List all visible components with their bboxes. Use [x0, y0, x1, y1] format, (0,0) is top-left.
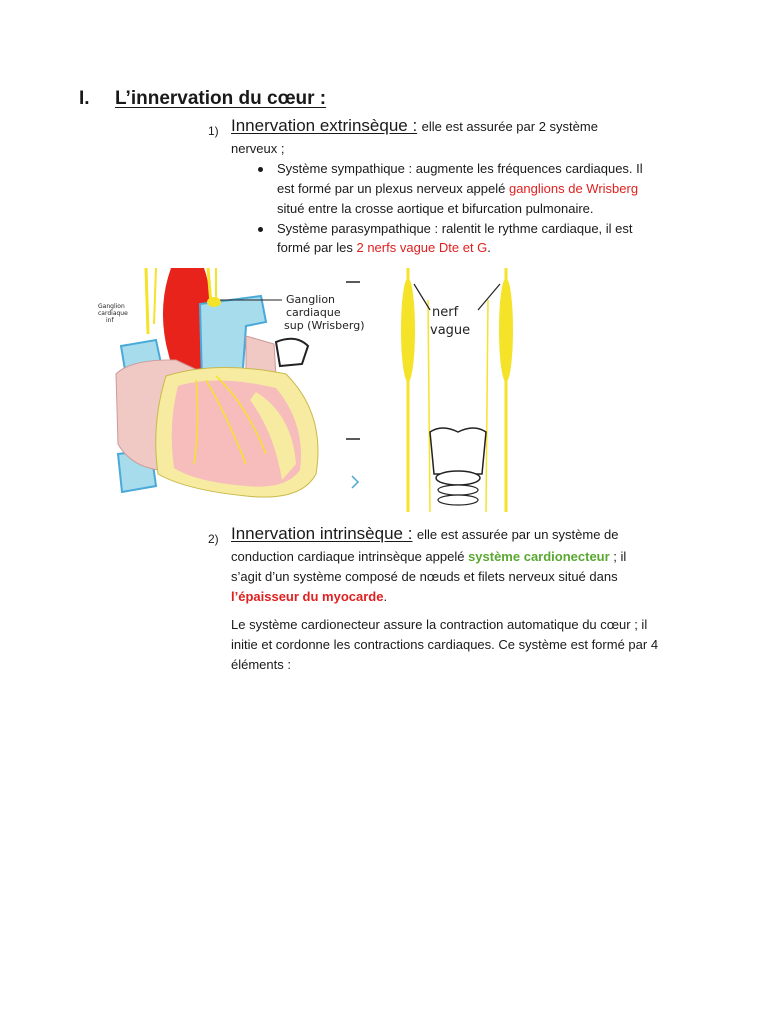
section2-line2-end: ; il	[609, 549, 627, 564]
myocarde-highlight: l’épaisseur du myocarde	[231, 589, 384, 604]
ganglion-sup-label-3: sup (Wrisberg)	[284, 319, 365, 332]
section2-line4	[231, 587, 387, 607]
section2-title: Innervation intrinsèque :	[231, 524, 413, 543]
bullet1-line3: situé entre la crosse aortique et bifurcation pulmonaire.	[277, 201, 594, 216]
section2-line2-text: conduction cardiaque intrinsèque appelé	[231, 549, 469, 564]
vague-label-2: vague	[430, 323, 471, 338]
bullet2-line1: Système parasympathique : ralentit le rythme cardiaque, il est	[277, 221, 633, 236]
ganglion-inf-label-2: cardiaque	[98, 310, 128, 317]
cardionecteur-highlight: système cardionecteur	[468, 549, 610, 564]
wrisberg-highlight: ganglions de Wrisberg	[508, 181, 639, 196]
vague-label-1: nerf	[432, 305, 459, 320]
section1-title: Innervation extrinsèque :	[231, 116, 418, 135]
section2-text1: elle est assurée par un système de	[416, 527, 619, 542]
page-title: L’innervation du cœur :	[115, 88, 327, 109]
ganglion-sup-label-1: Ganglion	[286, 293, 336, 306]
heart-illustration	[96, 264, 366, 514]
section1-line1	[231, 116, 598, 137]
bullet-dot	[258, 167, 263, 172]
section2-line4-end: .	[383, 589, 388, 604]
bullet1-line2	[277, 179, 638, 199]
paragraph-line1: Le système cardionecteur assure la contraction automatique du cœur ; il	[231, 617, 648, 632]
section2-line3: s’agit d’un système composé de nœuds et filets nerveux situé dans	[231, 569, 618, 584]
heading-number: I.	[79, 88, 90, 109]
paragraph-line3: éléments :	[231, 657, 291, 672]
bullet1-line2-text: est formé par un plexus nerveux appelé	[277, 181, 509, 196]
bullet2-line2-end: .	[487, 240, 491, 255]
bullet2-line2-text: formé par les	[277, 240, 357, 255]
bullet-dot	[258, 227, 263, 232]
vague-highlight: 2 nerfs vague Dte et G	[356, 240, 488, 255]
ganglion-inf-label-1: Ganglion	[98, 303, 125, 310]
section2-line2	[231, 547, 626, 567]
section1-text2: nerveux ;	[231, 141, 285, 156]
section2-number: 2)	[208, 532, 219, 546]
section1-number: 1)	[208, 124, 219, 138]
ganglion-sup-label-2: cardiaque	[286, 306, 341, 319]
paragraph-line2: initie et cordonne les contractions cardiaques. Ce système est formé par 4	[231, 637, 659, 652]
bullet2-line2	[277, 238, 491, 258]
section2-line1	[231, 524, 619, 545]
section1-text1: elle est assurée par 2 système	[421, 119, 598, 134]
bullet1-line1: Système sympathique : augmente les fréquences cardiaques. Il	[277, 161, 643, 176]
ganglion-inf-label-3: inf	[106, 317, 114, 324]
vagus-illustration	[338, 264, 528, 514]
